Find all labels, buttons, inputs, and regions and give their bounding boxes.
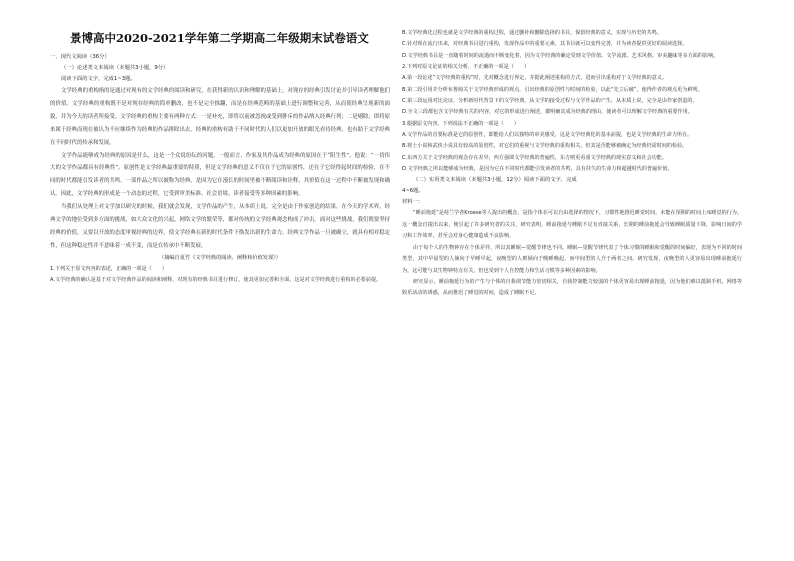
question-3: 3.根据原文内容，下列说法不正确的一项是（ ） xyxy=(402,120,519,127)
left-column xyxy=(50,52,390,286)
material-paragraph-1: “睡前拖延”是荷兰学者Kroese等人提出的概念，是指个体在可以自由选择的情况下，习惯性地推迟睡觉时间，未能在预期的时间上床睡觉的行为。这一概念自提出以来，便引起了许多研究者的关注。研究表明，睡前拖延与睡眠不足有直接关系，长期的睡前拖延会导致睡眠质量下降，影响日间的学习和工作效率，甚至会对身心健康造成不良影响。 xyxy=(402,210,742,240)
question-1-option-b: B.文学经典化过程也就是文学经典的重构过程，通过删补和删除选择的书目，保留经典的意义，实现与历史的共鸣。 xyxy=(402,30,662,36)
instruction: 阅读下面的文字，完成1~3题。 xyxy=(61,76,136,82)
question-3-option-d: D.文学经典之所以能够成为经典，是因为它在不同时代都能引发读者的共鸣，具有持久的生命力和超越时代的普遍价值。 xyxy=(402,166,673,173)
material-paragraph-3: 研究显示，睡前拖延行为的产生与个体的自我调节能力密切相关，自我控制能力较弱的个体更容易出现睡前拖延，因为他们难以抵制手机、网络等娱乐活动的诱惑，从而推迟了睡觉的时间，造成了睡眠不足。 xyxy=(402,278,742,297)
question-1: 1.下列关于原文内容的表述，正确的一项是（ ） xyxy=(50,265,167,272)
question-2-option-d: D.全文三段都包含文学经典有关的内容，对它的形成进行阐述，都明确其成为经典的理由，使读者可以理解文学经典的重要作用。 xyxy=(402,109,693,116)
source-note: （摘编自夏竹《文学经典的阅读、阐释和价值发现》） xyxy=(159,254,281,261)
question-3-option-a: A.文学作品的首要标准是它的原创性，即能给人们以独特的审美感受，这是文学经典化的基本前提，也是文学经典的生命力所在。 xyxy=(402,131,693,138)
passage-paragraph-1: 文学经典的重构指的是通过对现有的文学经典的阅读和研究，在获得新的认识和理解的基础上，对现存的经典引发讨论并引导读者理解他们的价值。文学经典的重构既不是对现存经典的简单删改，也不是完全推翻，而是在经典范畴的基础上进行调整和完善，从而使经典呈现新的面貌，并为今天的读者所接受。文学经典的重构主要有两种方式：一是补充，即将以前被忽视或受到排斥的作品纳入经典行列；二是剔除，即将原来属于经典而现在被认为不应继续作为经典的作品排除出去。经典的重构有助于不同时代的人们以更加开放的眼光看待经典，也有助于文学经典在不同时代的传承和发展。 xyxy=(50,88,390,146)
question-2-option-b: B.第二段引用并分析布鲁姆关于文学经典形成的观点，引出经典的原创性与时间的检验，以此“先立后破”，使得作者的观点更为鲜明。 xyxy=(402,86,703,93)
question-2: 2.下列对原文论证的相关分析，不正确的一项是（ ） xyxy=(402,64,530,71)
sub-heading-2: （二）实用类文本阅读（本题共3小题，12分）阅读下面的文字，完成 xyxy=(413,177,577,184)
sub-heading: （一）论述类文本阅读（本题共3小题，9分） xyxy=(61,65,169,71)
question-2-option-c: C.第三段运用对比论证，分析新时代背景下的文学经典，从文学的接受过程与文学作品的产生，从本质上说，完全是由作家创造的。 xyxy=(402,98,698,105)
question-1-option-c: C.针对现在流行出来，对经典书目进行重构，发现作品中的重要元素，其书目就可以变得完善，并为读者提供更好的阅读选择。 xyxy=(402,41,688,48)
right-column xyxy=(402,28,742,300)
passage-paragraph-3: 当我们从处理上对文学加以研究的时候，我们就会发现，文学作品的产生，从本质上说，完全是由于作家创造的结果。在今天的学术界，经典文学的地位受到多方面的挑战，如大众文化的兴起、网络文学的繁荣等，都对传统的文学经典观念构成了冲击。面对这些挑战，我们既要坚持经典的价值，又要以开放的态度审视经典的边界，使文学经典在新的时代条件下焕发出新的生命力。经典文学作品一旦被确立，就具有相对稳定性，但这种稳定性并不意味着一成不变，而是在传承中不断发展。 xyxy=(50,204,390,249)
question-2-option-a: A.第一段论述“文学经典的重构”时，先对概念进行界定，并据此阐述重构的方式，进而引出重构对于文学经典的意义。 xyxy=(402,75,667,82)
section-heading: 一、现代文阅读（36分） xyxy=(50,54,110,60)
material-label: 材料一： xyxy=(402,199,424,206)
question-1-option-a: A.文学经典的确认是基于对文学经典作品的阅读和阐释，对现有的经典书目进行修订，使其更加完善和全面，这是对文学经典进行重构的必要前提。 xyxy=(50,276,382,283)
material-paragraph-2: 由于每个人的生物钟存在个体差异，所以其睡眠—觉醒节律也不同。睡眠—觉醒节律代表了个体习惯的睡眠和觉醒的时间偏好，表现为不同的时间类型，其中早晨型的人倾向于早睡早起，夜晚型的人则倾向于晚睡晚起，而中间型的人介于两者之间。研究发现，夜晚型的人更容易出现睡前拖延行为，这可能与其生物钟特点有关，但也受到个人自控能力和生活习惯等多种因素的影响。 xyxy=(402,244,742,274)
instruction-2: 4~6题。 xyxy=(402,188,424,195)
question-3-option-c: C.东西方关于文学经典的观念存在差异，西方强调文学经典的普遍性，东方则更看重文学经典的现实意义和社会功能。 xyxy=(402,154,667,161)
passage-paragraph-2: 文学作品能够成为经典的原因是什么，这是一个众说纷纭的问题。一般而言，作家及其作品成为经典的原因在于“阳生性”。他说：“一切伟大的文学作品都具有经典性”。原创性是文学经典最重要的特质，但是文学经典的意义不仅在于它的原创性，还在于它经得起时间的检验，在不同的时代都能引发读者的共鸣。一部作品之所以被称为经典，是因为它在漫长的时间里被不断阅读和诠释，其价值在这一过程中不断被发现和确认。因此，文学经典的形成是一个动态的过程，它受到审美标准、社会语境、读者接受等多种因素的影响。 xyxy=(50,152,390,198)
question-3-option-b: B.将士小说和武侠小说具有较高的原创性，对它们的重视与文学经典的重构相关，但其是否能够被确定为经典仍需时间的检验。 xyxy=(402,143,688,150)
exam-title: 景博高中2020-2021学年第二学期高二年级期末试卷语文 xyxy=(70,31,369,45)
question-1-option-d: D.文学经典书目是一直随着时间的流逝而不断变化着，因为文学经典的确定受到文学价值、文学流派、艺术风格、审美趣味等多方面的影响。 xyxy=(402,52,719,59)
